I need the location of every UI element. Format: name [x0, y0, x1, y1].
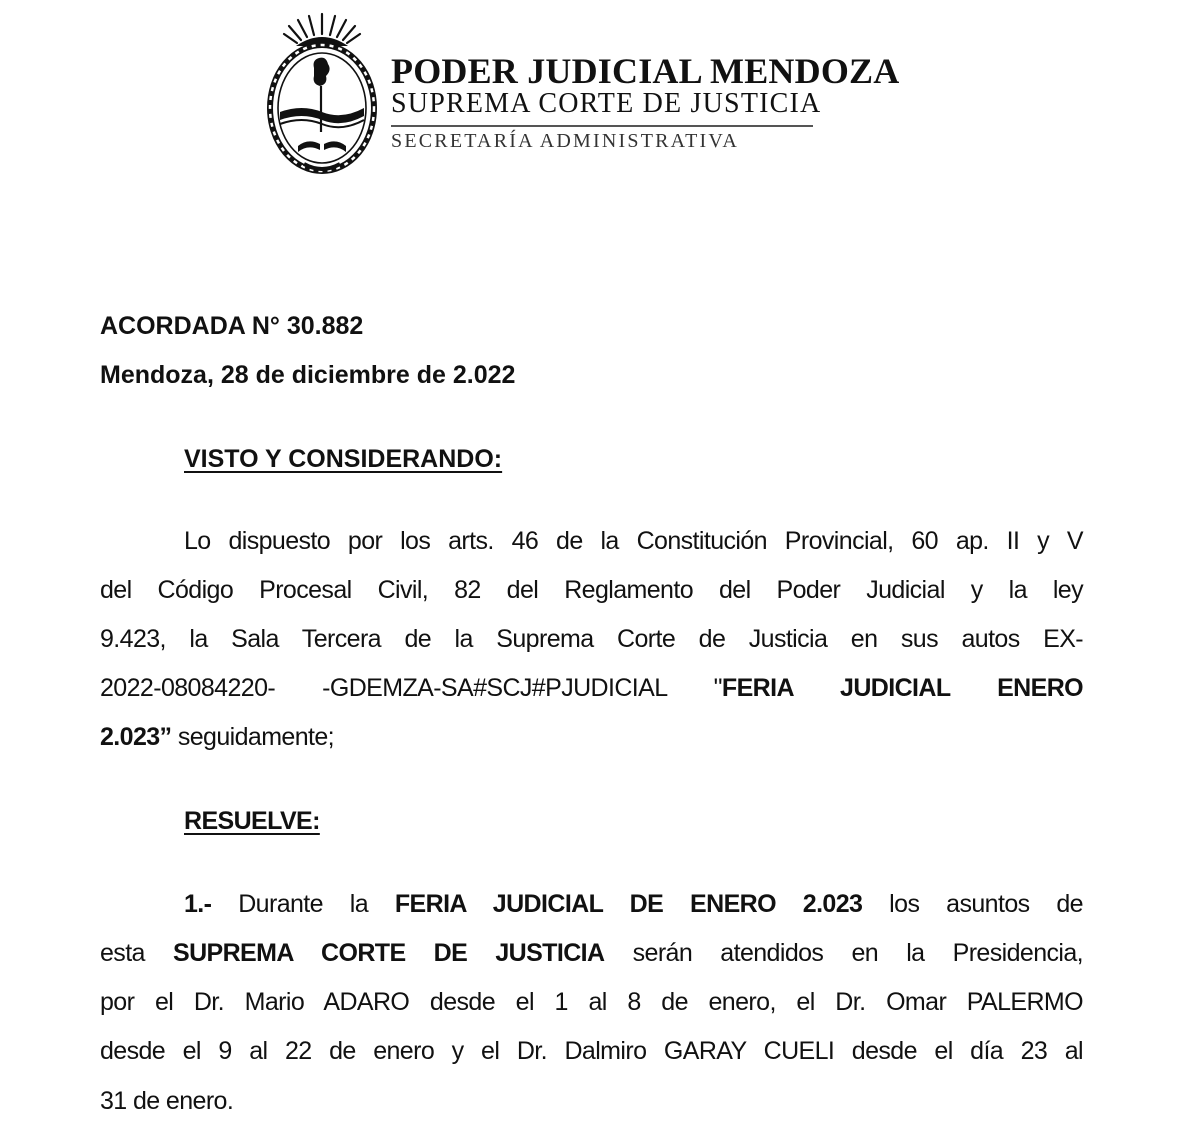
- considerando-end: seguidamente;: [171, 723, 335, 751]
- feria-name: FERIA JUDICIAL DE ENERO 2.023: [394, 890, 863, 918]
- resuelve-title: RESUELVE:: [184, 807, 320, 835]
- department-name: SECRETARÍA ADMINISTRATIVA: [391, 130, 740, 152]
- considerando-line-2: del Código Procesal Civil, 82 del Reglamento del Poder Judicial y la ley: [100, 576, 1083, 604]
- letterhead-divider: [391, 125, 813, 127]
- text-run: esta: [100, 939, 173, 967]
- section-heading-resuelve: [100, 805, 1083, 837]
- resuelve-item-1-line-2: [100, 937, 1083, 969]
- considerando-line-5: [100, 721, 1083, 753]
- coat-of-arms-icon: [262, 12, 382, 177]
- resuelve-item-1-line-4: desde el 9 al 22 de enero y el Dr. Dalmiro GARAY CUELI desde el día 23 al: [100, 1037, 1083, 1065]
- item-number: 1.-: [184, 890, 212, 918]
- text-run: los asuntos de: [862, 890, 1083, 918]
- considerando-line-3: 9.423, la Sala Tercera de la Suprema Corte de Justicia en sus autos EX-: [100, 625, 1083, 653]
- acordada-number: ACORDADA N° 30.882: [100, 312, 364, 340]
- text-run: serán atendidos en la Presidencia,: [604, 939, 1083, 967]
- court-name: SUPREMA CORTE DE JUSTICIA: [173, 939, 605, 967]
- resuelve-item-1-line-1: [100, 888, 1083, 920]
- expediente-title-year: 2.023”: [100, 723, 172, 751]
- considerando-title: VISTO Y CONSIDERANDO:: [184, 445, 503, 473]
- institution-subtitle: SUPREMA CORTE DE JUSTICIA: [391, 88, 822, 119]
- considerando-line-1: Lo dispuesto por los arts. 46 de la Constitución Provincial, 60 ap. II y V: [184, 527, 1083, 555]
- text-run: Durante la: [211, 890, 395, 918]
- institution-title: PODER JUDICIAL MENDOZA: [391, 51, 900, 91]
- expediente-reference: 2022-08084220- -GDEMZA-SA#SCJ#PJUDICIAL ": [100, 674, 722, 702]
- expediente-title: FERIA JUDICIAL ENERO: [721, 674, 1084, 702]
- resuelve-item-1-line-3: por el Dr. Mario ADARO desde el 1 al 8 de enero, el Dr. Omar PALERMO: [100, 988, 1083, 1016]
- section-heading-considerando: [100, 443, 1083, 475]
- place-and-date: Mendoza, 28 de diciembre de 2.022: [100, 361, 516, 389]
- resuelve-item-1-line-5: 31 de enero.: [100, 1087, 234, 1115]
- considerando-line-4: [100, 672, 1083, 704]
